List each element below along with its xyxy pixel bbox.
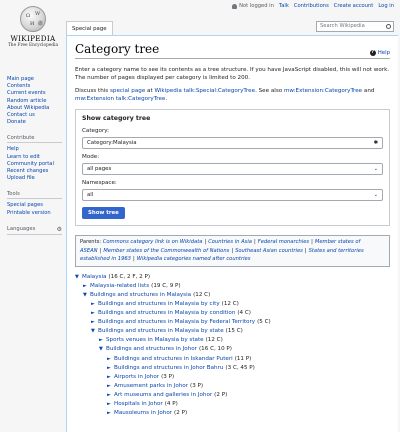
log-in-link[interactable]: Log in — [378, 3, 394, 9]
sidebar-item-recent-changes[interactable]: Recent changes — [7, 168, 49, 175]
main-content — [66, 35, 398, 432]
tree-node — [75, 291, 390, 300]
expand-arrow-icon[interactable]: ► — [107, 373, 111, 380]
expand-arrow-icon[interactable]: ► — [107, 391, 111, 398]
category-separator: | — [133, 256, 135, 263]
chevron-down-icon: ⌄ — [373, 166, 378, 173]
form-legend: Show category tree — [82, 115, 151, 123]
tree-node — [75, 300, 390, 309]
logo-tagline: The Free Encyclopedia — [7, 43, 59, 48]
chevron-down-icon: ⌄ — [373, 192, 378, 199]
parent-category-link[interactable]: Wikipedia categories named after countries — [136, 256, 251, 263]
sidebar-item-community-portal[interactable]: Community portal — [7, 160, 54, 167]
expand-arrow-icon[interactable]: ► — [107, 364, 111, 371]
parent-category-link[interactable]: States and territories established in 1963 — [80, 247, 364, 263]
contributions-link[interactable]: Contributions — [293, 3, 329, 9]
intro-paragraph: Enter a category name to see its contents as a tree structure. If you have JavaScript disabled, this will not work. The number of pages displayed per category is limited to 200. — [75, 67, 390, 82]
collapse-arrow-icon[interactable]: ▼ — [99, 346, 103, 353]
user-icon — [232, 4, 237, 9]
expand-arrow-icon[interactable]: ► — [99, 337, 103, 344]
tree-node-link[interactable]: Buildings and structures in Malaysia by city — [98, 300, 220, 307]
extension-talk-link[interactable]: mw:Extension talk:CategoryTree — [75, 95, 166, 102]
sidebar — [7, 76, 62, 235]
namespace-value: all — [87, 192, 94, 199]
tree-node-link[interactable]: Malaysia — [82, 273, 107, 280]
namespace-label: Namespace: — [82, 180, 117, 187]
talk-link[interactable]: Talk — [278, 3, 289, 9]
gear-icon[interactable]: ⚙ — [56, 225, 62, 233]
discuss-paragraph — [75, 87, 390, 104]
tree-node — [75, 382, 390, 391]
tree-node-count: (3 P) — [190, 382, 204, 389]
tree-node-count: (5 C) — [257, 319, 271, 326]
tree-node-count: (2 P) — [174, 410, 188, 417]
tree-node-link[interactable]: Buildings and structures in Malaysia by Federal Territory — [98, 319, 256, 326]
puzzle-globe-icon: Ω W И 維 — [20, 6, 46, 32]
talk-special-link[interactable]: Wikipedia talk:Special:CategoryTree — [154, 87, 256, 94]
tree-node-count: (19 C, 9 P) — [151, 282, 181, 289]
sidebar-tools — [7, 202, 62, 216]
sidebar-item-donate[interactable]: Donate — [7, 119, 26, 126]
tree-node — [75, 309, 390, 318]
sidebar-item-printable-version[interactable]: Printable version — [7, 209, 51, 216]
tree-node-link[interactable]: Airports in Johor — [114, 373, 160, 380]
parent-category-link[interactable]: Southeast Asian countries — [235, 247, 303, 254]
not-logged-in-label: Not logged in — [239, 3, 274, 9]
tree-node — [75, 391, 390, 400]
mode-label: Mode: — [82, 154, 100, 161]
tree-node — [75, 400, 390, 409]
parent-categories — [75, 235, 390, 267]
user-toolbar — [232, 3, 394, 9]
sidebar-item-random-article[interactable]: Random article — [7, 97, 47, 104]
mode-select[interactable] — [82, 163, 383, 175]
sidebar-item-current-events[interactable]: Current events — [7, 90, 46, 97]
tree-node-count: (15 C) — [225, 328, 243, 335]
not-logged-in-status — [232, 3, 274, 9]
tree-node-link[interactable]: Mausoleums in Johor — [114, 410, 173, 417]
category-separator: | — [99, 247, 102, 254]
discuss-text: and — [362, 87, 375, 94]
discuss-text: Discuss this — [75, 87, 110, 94]
discuss-text: at — [145, 87, 155, 94]
tab-special-page[interactable]: Special page — [66, 21, 113, 35]
tree-node-link[interactable]: Malaysia-related lists — [90, 282, 150, 289]
parent-category-link[interactable]: Member states of ASEAN — [80, 239, 361, 254]
namespace-select[interactable] — [82, 189, 383, 201]
parent-category-link[interactable]: Federal monarchies — [257, 239, 310, 246]
category-separator: | — [311, 239, 313, 246]
tree-node-count: (16 C, 2 F, 2 P) — [108, 273, 150, 280]
tree-node-count: (3 C, 45 P) — [225, 364, 255, 371]
expand-arrow-icon[interactable]: ► — [91, 300, 95, 307]
tree-node — [75, 336, 390, 345]
tree-node — [75, 282, 390, 291]
tree-node — [75, 409, 390, 418]
expand-arrow-icon[interactable]: ► — [83, 282, 87, 289]
category-separator: | — [204, 239, 207, 246]
tree-node-link[interactable]: Buildings and structures in Malaysia — [90, 291, 192, 298]
category-tree — [75, 273, 390, 419]
search-placeholder: Search Wikipedia — [320, 23, 365, 29]
category-separator: | — [304, 247, 307, 254]
search-input[interactable] — [316, 21, 394, 32]
discuss-text: . — [165, 95, 168, 102]
tree-node-count: (11 P) — [234, 355, 252, 362]
contribute-heading: Contribute — [7, 135, 62, 143]
extension-link[interactable]: mw:Extension:CategoryTree — [283, 87, 363, 94]
category-input[interactable] — [82, 137, 383, 149]
tree-node-count: (12 C) — [221, 300, 239, 307]
category-value: Category:Malaysia — [87, 140, 137, 147]
sidebar-item-upload-file[interactable]: Upload file — [7, 175, 35, 182]
sidebar-item-contents[interactable]: Contents — [7, 83, 31, 90]
parents-label[interactable]: Parents: — [80, 239, 102, 246]
expand-arrow-icon[interactable]: ► — [107, 382, 111, 389]
sidebar-contribute — [7, 146, 62, 182]
show-tree-button[interactable]: Show tree — [82, 207, 125, 219]
search-icon[interactable] — [386, 24, 391, 29]
logo-wordmark: WIKIPEDIA — [10, 34, 56, 43]
parent-category-link[interactable]: Member states of the Commonwealth of Nations — [103, 247, 230, 254]
tree-node-link[interactable]: Amusement parks in Johor — [114, 382, 189, 389]
tree-node-count: (3 P) — [161, 373, 175, 380]
tree-node-link[interactable]: Art museums and galleries in Johor — [114, 391, 213, 398]
sidebar-item-special-pages[interactable]: Special pages — [7, 202, 43, 209]
tree-node-count: (4 P) — [164, 401, 178, 407]
create-account-link[interactable]: Create account — [333, 3, 374, 9]
sidebar-item-about[interactable]: About Wikipedia — [7, 104, 50, 111]
sidebar-navigation — [7, 76, 62, 126]
tree-node-link[interactable]: Buildings and structures in Iskandar Puteri — [114, 355, 233, 362]
tree-node — [75, 373, 390, 382]
tree-node — [75, 318, 390, 327]
tree-node-link[interactable]: Sports venues in Malaysia by state — [106, 337, 204, 344]
tree-node-link[interactable]: Buildings and structures in Malaysia by state — [98, 328, 224, 335]
collapse-arrow-icon[interactable]: ▼ — [75, 273, 79, 280]
tree-node — [75, 327, 390, 336]
tools-heading: Tools — [7, 191, 62, 199]
help-label: Help — [377, 50, 390, 56]
tree-node — [75, 273, 390, 282]
languages-heading — [7, 226, 62, 235]
expand-arrow-icon[interactable]: ► — [107, 410, 111, 417]
tree-node-link[interactable]: Buildings and structures in Johor Bahru — [114, 364, 224, 371]
special-page-link[interactable]: special page — [110, 87, 146, 94]
sidebar-item-contact[interactable]: Contact us — [7, 112, 35, 119]
help-icon: ? — [371, 50, 375, 55]
tree-node-link[interactable]: Buildings and structures in Malaysia by condition — [98, 310, 236, 317]
sidebar-item-learn-to-edit[interactable]: Learn to edit — [7, 153, 40, 160]
tree-node — [75, 364, 390, 373]
asterisk-icon: ✱ — [373, 140, 378, 147]
expand-arrow-icon[interactable]: ► — [107, 401, 111, 407]
page-title: Category tree — [75, 42, 160, 56]
expand-arrow-icon[interactable]: ► — [91, 319, 95, 326]
collapse-arrow-icon[interactable]: ▼ — [83, 291, 87, 298]
expand-arrow-icon[interactable]: ► — [107, 355, 111, 362]
tree-node-count: (4 C) — [237, 310, 251, 317]
languages-label: Languages — [7, 226, 36, 233]
collapse-arrow-icon[interactable]: ▼ — [91, 328, 95, 335]
expand-arrow-icon[interactable]: ► — [91, 310, 95, 317]
parent-category-link[interactable]: Commons category link is on Wikidata — [102, 239, 203, 246]
sidebar-item-help[interactable]: Help — [7, 146, 19, 153]
mode-value: all pages — [87, 166, 112, 173]
sidebar-item-main-page[interactable]: Main page — [7, 76, 34, 82]
category-separator: | — [253, 239, 256, 246]
tree-node-link[interactable]: Hospitals in Johor — [114, 401, 163, 407]
category-tree-form — [75, 109, 390, 226]
help-link[interactable] — [370, 50, 390, 56]
wikipedia-logo[interactable] — [6, 6, 60, 48]
tree-node — [75, 355, 390, 364]
tree-node-count: (12 C) — [193, 291, 211, 298]
tree-node-link[interactable]: Buildings and structures in Johor — [106, 346, 197, 353]
tree-node-count: (16 C, 10 P) — [198, 346, 232, 353]
tree-node — [75, 345, 390, 354]
discuss-text: . See also — [255, 87, 284, 94]
tree-node-count: (12 C) — [205, 337, 223, 344]
parent-category-link[interactable]: Countries in Asia — [208, 239, 252, 246]
tree-node-count: (2 P) — [214, 391, 228, 398]
category-separator: | — [231, 247, 234, 254]
category-label: Category: — [82, 128, 110, 135]
